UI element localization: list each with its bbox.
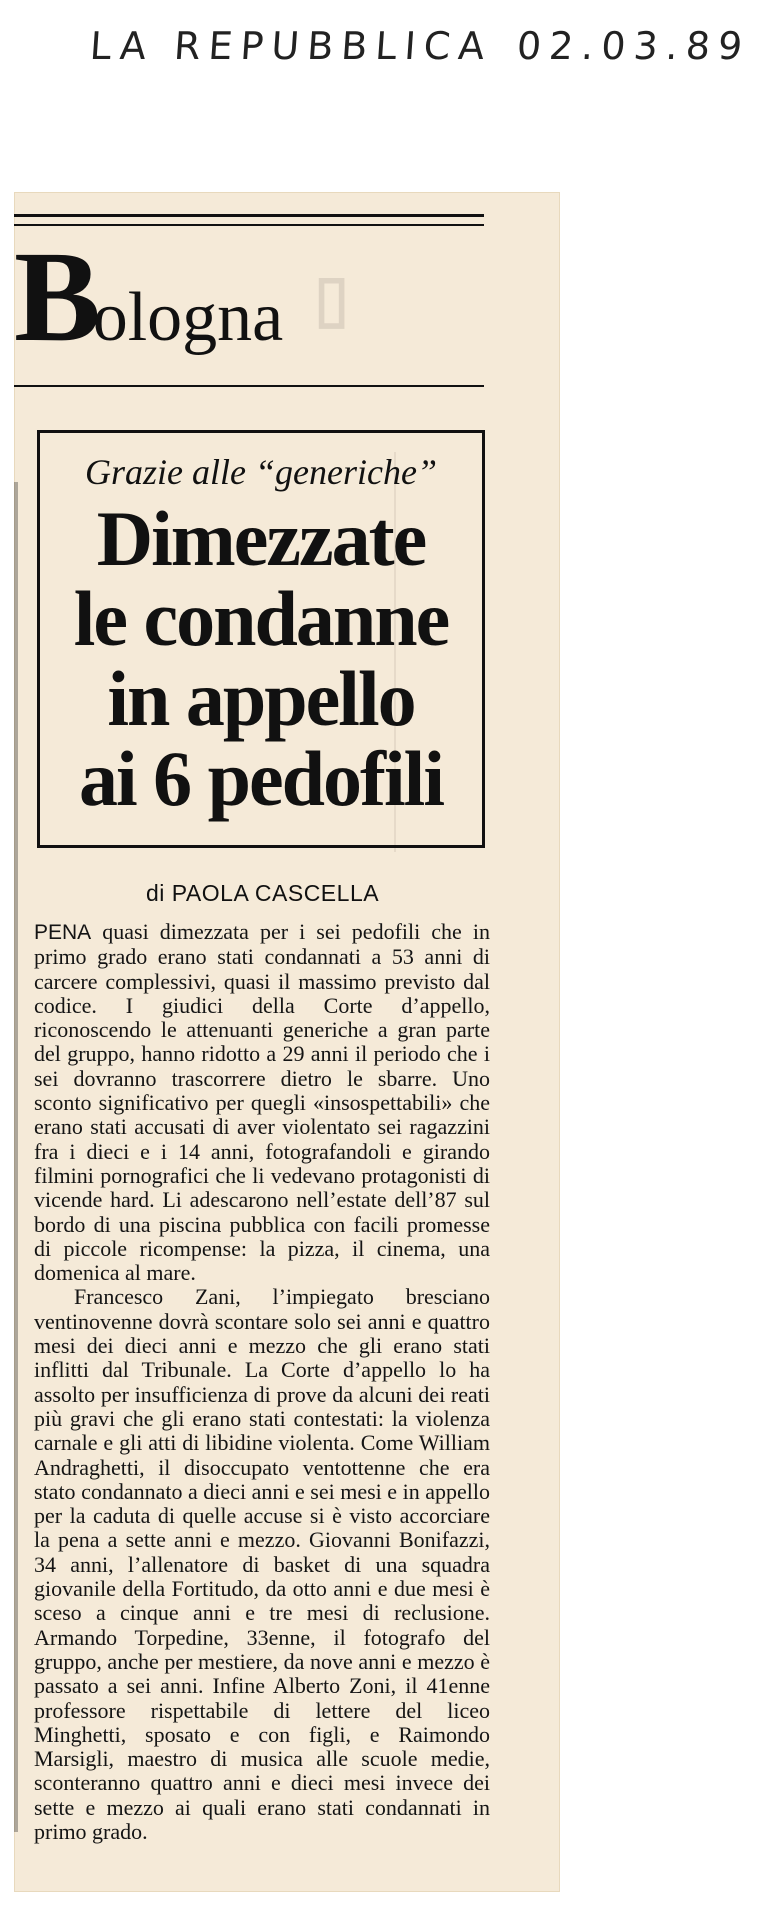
handwritten-date: 02.03.89 [515,24,752,68]
headline-line: ai 6 pedofili [78,735,444,822]
handwritten-source-note [90,16,750,76]
headline [40,495,482,822]
headline-box [37,430,485,848]
show-through-decoration: ▯ [314,263,350,334]
handwritten-publication: LA REPUBBLICA [88,24,494,68]
headline-line: le condanne [73,575,449,662]
clipping-edge [14,482,18,1832]
lead-word: PENA [34,921,92,944]
section-name: ologna [92,279,284,356]
byline: di PAOLA CASCELLA [146,880,380,906]
article-body [34,920,490,1844]
kicker: Grazie alle “generiche” [85,452,437,492]
paragraph-text: quasi dimezzata per i sei pedofili che in primo grado erano stati condannati a 53 anni di carcere complessivi, quasi il massimo previsto dal codice. I giudici della Corte d’appello, riconoscendo le attenuanti generiche a gran parte del gruppo, hanno ridotto a 29 anni il periodo che i sei dovranno trascorrere dietro le sbarre. Uno sconto significativo per quegli «insospettabili» che erano stati accusati di aver violentato sei ragazzini fra i dieci e i 14 anni, fotografandoli e girando filmini pornografici che li vedevano protagonisti di vicende hard. Li adescarono nell’estate dell’87 sul bordo di una piscina pubblica con facili promesse di piccole ricompense: la pizza, il cinema, una domenica al mare. [34,919,490,1286]
section-bottom-rule [14,385,484,387]
headline-line: in appello [107,655,415,742]
newspaper-clipping [14,192,560,1892]
section-title [14,225,284,369]
headline-line: Dimezzate [96,495,426,582]
paragraph: Francesco Zani, l’impiegato bresciano ventinovenne dovrà scontare solo sei anni e quattro mesi dei dieci anni e mezzo che gli erano stati inflitti dal Tribunale. La Corte d’appello lo ha assolto per insufficienza di prove da alcuni dei reati più gravi che gli erano stati contestati: la violenza carnale e gli atti di libidine violenta. Come William Andraghetti, il disoccupato ventottenne che era stato condannato a dieci anni e sei mesi e in appello per la caduta di quelle accuse si è visto accorciare la pena a sette anni e mezzo. Giovanni Bonifazzi, 34 anni, l’allenatore di basket di una squadra giovanile della Fortitudo, da otto anni e due mesi è sceso a cinque anni e tre mesi di reclusione. Armando Torpedine, 33enne, il fotografo del gruppo, anche per mestiere, da nove anni e mezzo è passato a sei anni. Infine Alberto Zoni, il 41enne professore rispettabile di lettere del liceo Minghetti, sposato e con figli, e Raimondo Marsigli, maestro di musica alle scuole medie, sconteranno quattro anni e dieci mesi invece dei sette e mezzo ai quali erano stati condannati in primo grado. [34,1284,490,1844]
paragraph [34,920,490,1285]
section-initial: B [14,225,99,369]
